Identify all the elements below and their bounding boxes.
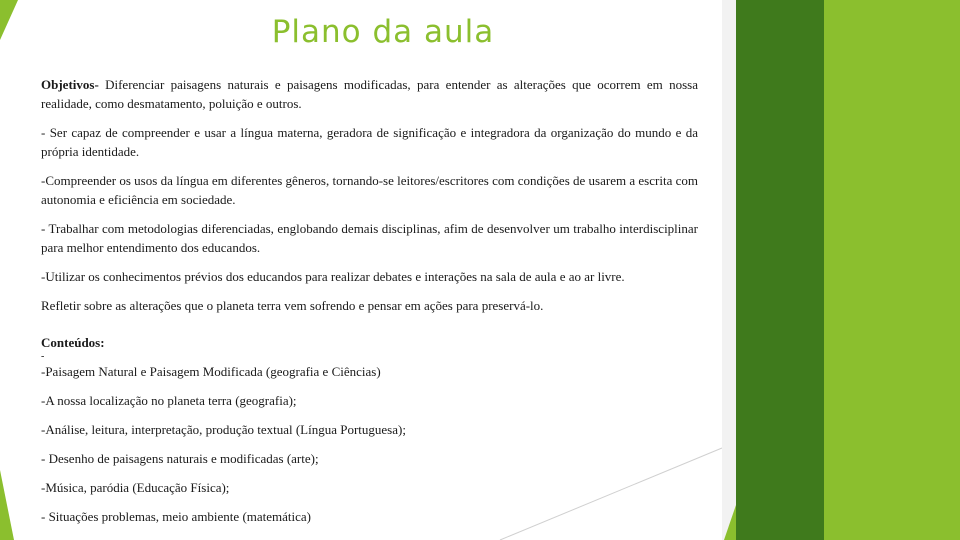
objetivos-paragraph (41, 75, 698, 113)
objective-paragraph: - Trabalhar com metodologias diferenciadas, englobando demais disciplinas, afim de desenvolver um trabalho interdisciplinar para melhor entendimento dos educandos. (41, 221, 698, 255)
right-white-gap (722, 0, 736, 540)
conteudo-item: -Análise, leitura, interpretação, produção textual (Língua Portuguesa); (41, 422, 406, 437)
right-dark-green-bar (736, 0, 824, 540)
lesson-content (41, 75, 698, 536)
objective-paragraph: -Compreender os usos da língua em diferentes gêneros, tornando-se leitores/escritores com condições de usarem a escrita com autonomia e eficiência em sociedade. (41, 173, 698, 207)
objetivos-label: Objetivos- (41, 77, 99, 92)
objective-paragraph: -Utilizar os conhecimentos prévios dos educandos para realizar debates e interações na sala de aula e ao ar livre. (41, 269, 625, 284)
slide-title: Plano da aula (271, 14, 495, 50)
conteudo-item: -Paisagem Natural e Paisagem Modificada (geografia e Ciências) (41, 364, 381, 379)
right-bottom-accent (724, 505, 736, 540)
conteudo-item: - Situações problemas, meio ambiente (matemática) (41, 509, 312, 524)
right-light-green-bar (824, 0, 960, 540)
spacer (41, 315, 698, 333)
objective-paragraph: - Ser capaz de compreender e usar a língua materna, geradora de significação e integradora da organização do mundo e da própria identidade. (41, 125, 698, 159)
conteudo-item: -A nossa localização no planeta terra (geografia); (41, 393, 297, 408)
conteudos-label: Conteúdos: (41, 335, 105, 350)
left-green-bottom (0, 470, 14, 540)
objective-paragraph: Refletir sobre as alterações que o planeta terra vem sofrendo e pensar em ações para preservá-lo. (41, 298, 544, 313)
conteudos-dash: - (41, 351, 45, 362)
conteudo-item: -Música, paródia (Educação Física); (41, 480, 230, 495)
conteudo-item: - Desenho de paisagens naturais e modificadas (arte); (41, 451, 319, 466)
objetivos-text: Diferenciar paisagens naturais e paisagens modificadas, para entender as alterações que ocorrem em nossa realidade, como desmatamento, poluição e outros. (41, 77, 698, 111)
